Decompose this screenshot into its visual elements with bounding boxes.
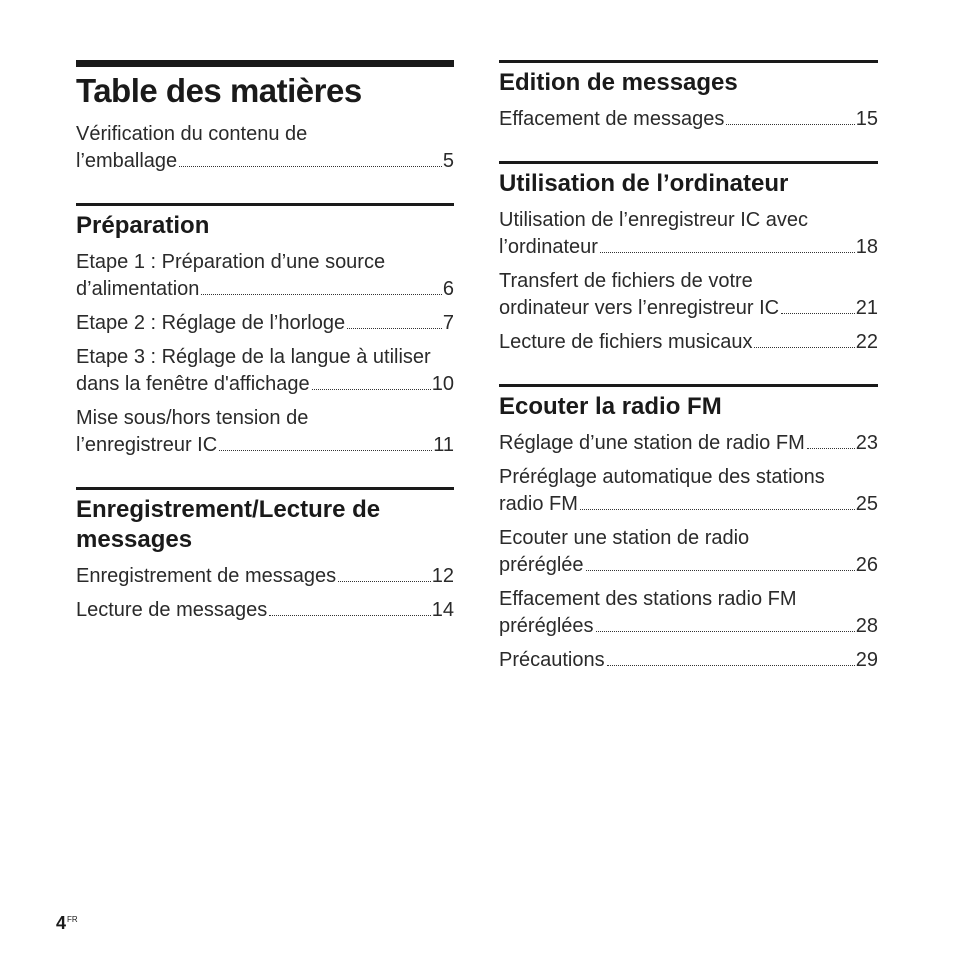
dot-leader <box>580 509 855 510</box>
toc-entry-text-line1: Préréglage automatique des stations <box>499 466 825 488</box>
toc-entry-page: 29 <box>855 649 878 671</box>
toc-entry-text-line2: l’ordinateur <box>499 236 598 258</box>
toc-entry-text-line2: Effacement de messages <box>499 108 725 130</box>
toc-entry-page: 28 <box>855 615 878 637</box>
toc-entry[interactable] <box>499 106 878 133</box>
toc-entry-text-line2: l’emballage <box>76 150 178 172</box>
section-title: Enregistrement/Lecture de messages <box>76 487 454 555</box>
toc-entry-page: 23 <box>855 432 878 454</box>
dot-leader <box>338 581 431 582</box>
toc-entry-text-line2: Enregistrement de messages <box>76 565 337 587</box>
toc-entry-text-line2: Lecture de fichiers musicaux <box>499 331 753 353</box>
dot-leader <box>312 389 431 390</box>
toc-entry-text-line2: ordinateur vers l’enregistreur IC <box>499 297 780 319</box>
toc-entry-text-line1: Vérification du contenu de <box>76 123 308 145</box>
toc-entry-contents-check[interactable] <box>76 121 454 175</box>
toc-entry-page: 10 <box>431 373 454 395</box>
dot-leader <box>726 124 854 125</box>
toc-entry-text-line2: préréglée <box>499 554 584 576</box>
toc-entry-text-line2: dans la fenêtre d'affichage <box>76 373 310 395</box>
dot-leader <box>347 328 442 329</box>
right-column <box>499 60 878 702</box>
toc-entry-page: 5 <box>442 150 454 172</box>
toc-entry-text-line1: Etape 1 : Préparation d’une source <box>76 251 386 273</box>
toc-entry-text-line2: Etape 2 : Réglage de l’horloge <box>76 312 346 334</box>
toc-entry[interactable] <box>499 207 878 261</box>
section-title: Edition de messages <box>499 60 878 98</box>
dot-leader <box>201 294 441 295</box>
section-title: Ecouter la radio FM <box>499 384 878 422</box>
toc-entry[interactable] <box>499 525 878 579</box>
toc-entry-text-line1: Etape 3 : Réglage de la langue à utiliser <box>76 346 431 368</box>
toc-entry[interactable] <box>76 249 454 303</box>
toc-entry-page: 7 <box>442 312 454 334</box>
toc-entry[interactable] <box>76 597 454 624</box>
dot-leader <box>586 570 855 571</box>
section-title: Utilisation de l’ordinateur <box>499 161 878 199</box>
toc-entry-page: 15 <box>855 108 878 130</box>
toc-entry[interactable] <box>499 647 878 674</box>
dot-leader <box>754 347 854 348</box>
toc-entry[interactable] <box>499 430 878 457</box>
toc-entry-text-line2: d’alimentation <box>76 278 200 300</box>
right-sections <box>499 60 878 674</box>
toc-entry[interactable] <box>499 464 878 518</box>
page-number <box>56 910 78 933</box>
toc-entry[interactable] <box>76 563 454 590</box>
toc-entry-text-line2: l’enregistreur IC <box>76 434 218 456</box>
toc-section <box>76 203 454 459</box>
dot-leader <box>219 450 432 451</box>
dot-leader <box>607 665 855 666</box>
toc-entry-page: 21 <box>855 297 878 319</box>
section-title: Préparation <box>76 203 454 241</box>
toc-entry-text-line2: préréglées <box>499 615 594 637</box>
toc-entry-text-line2: Lecture de messages <box>76 599 268 621</box>
toc-entry[interactable] <box>76 344 454 398</box>
dot-leader <box>179 166 442 167</box>
toc-entry-text-line1: Ecouter une station de radio <box>499 527 750 549</box>
toc-entry-page: 26 <box>855 554 878 576</box>
toc-entry-text-line2: Réglage d’une station de radio FM <box>499 432 805 454</box>
toc-entry-page: 12 <box>431 565 454 587</box>
toc-section <box>499 60 878 133</box>
toc-entry[interactable] <box>76 405 454 459</box>
page-title: Table des matières <box>76 60 454 111</box>
toc-entry-page: 6 <box>442 278 454 300</box>
toc-entry-page: 14 <box>431 599 454 621</box>
page-number-value: 4 <box>56 913 67 933</box>
left-sections <box>76 203 454 624</box>
left-column <box>76 60 454 652</box>
toc-entry[interactable] <box>499 586 878 640</box>
toc-entry-page: 22 <box>855 331 878 353</box>
toc-entry-text-line2: Précautions <box>499 649 605 671</box>
dot-leader <box>596 631 855 632</box>
dot-leader <box>600 252 855 253</box>
toc-entry-text-line1: Utilisation de l’enregistreur IC avec <box>499 209 809 231</box>
toc-entry-text-line1: Mise sous/hors tension de <box>76 407 309 429</box>
toc-entry[interactable] <box>499 329 878 356</box>
toc-entry-page: 25 <box>855 493 878 515</box>
toc-entry-text-line2: radio FM <box>499 493 578 515</box>
toc-section <box>499 161 878 356</box>
intro-section <box>76 121 454 175</box>
toc-entry[interactable] <box>76 310 454 337</box>
toc-entry-page: 18 <box>855 236 878 258</box>
dot-leader <box>807 448 855 449</box>
toc-entry-text-line1: Effacement des stations radio FM <box>499 588 797 610</box>
toc-entry-text-line1: Transfert de fichiers de votre <box>499 270 753 292</box>
toc-entry-page: 11 <box>433 434 454 456</box>
toc-entry[interactable] <box>499 268 878 322</box>
dot-leader <box>781 313 855 314</box>
page-language-code: FR <box>67 915 78 924</box>
toc-section <box>76 487 454 624</box>
dot-leader <box>269 615 431 616</box>
toc-section <box>499 384 878 674</box>
